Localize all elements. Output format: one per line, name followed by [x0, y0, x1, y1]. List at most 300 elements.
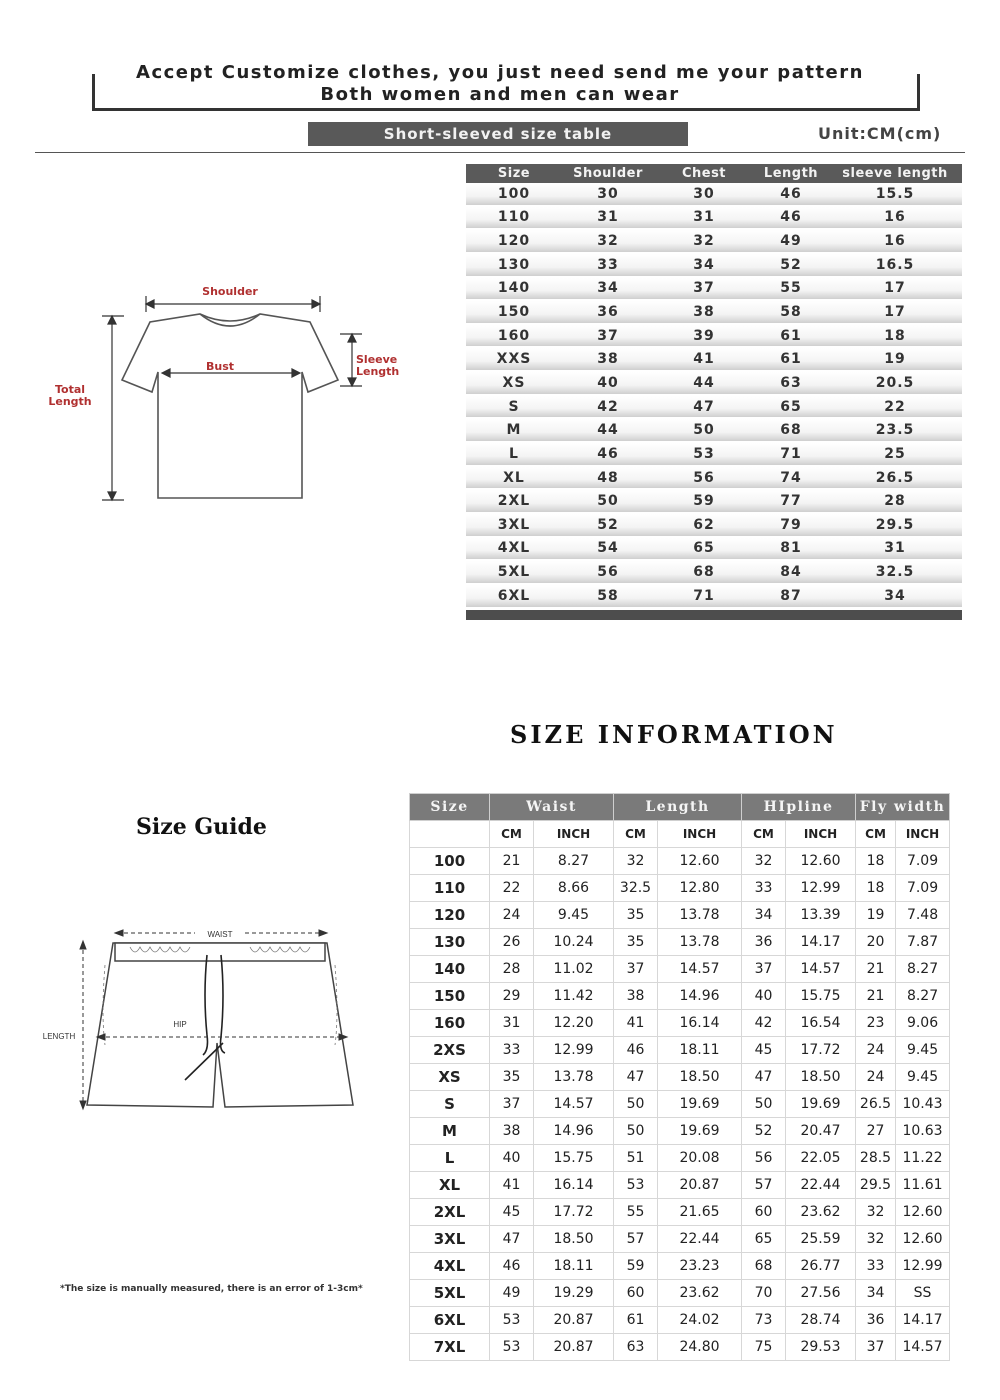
- size-cell: XS: [466, 372, 562, 396]
- value-cell: 61: [754, 348, 828, 372]
- value-cell: 10.63: [896, 1118, 950, 1145]
- value-cell: 41: [490, 1172, 534, 1199]
- size-cell: 2XL: [466, 490, 562, 514]
- length-diagram-label: LENGTH: [42, 1032, 76, 1041]
- size-cell: L: [466, 443, 562, 467]
- value-cell: 17.72: [786, 1037, 856, 1064]
- value-cell: 60: [742, 1199, 786, 1226]
- value-cell: 35: [614, 902, 658, 929]
- value-cell: 27.56: [786, 1280, 856, 1307]
- shirt-table-row: [466, 419, 962, 443]
- value-cell: 53: [490, 1334, 534, 1361]
- value-cell: 18.50: [658, 1064, 742, 1091]
- shorts-table-row: [410, 983, 950, 1010]
- value-cell: 59: [614, 1253, 658, 1280]
- value-cell: 57: [742, 1172, 786, 1199]
- shirt-table-row: [466, 183, 962, 207]
- value-cell: 28.5: [856, 1145, 896, 1172]
- value-cell: 22.05: [786, 1145, 856, 1172]
- value-cell: 8.27: [896, 956, 950, 983]
- value-cell: 10.24: [534, 929, 614, 956]
- value-cell: 24: [856, 1037, 896, 1064]
- value-cell: 12.60: [896, 1199, 950, 1226]
- shorts-header-fly-width: Fly width: [856, 794, 950, 821]
- value-cell: 25: [828, 443, 962, 467]
- value-cell: 26: [490, 929, 534, 956]
- value-cell: 20.5: [828, 372, 962, 396]
- value-cell: 17: [828, 301, 962, 325]
- value-cell: 18.50: [534, 1226, 614, 1253]
- value-cell: 11.42: [534, 983, 614, 1010]
- size-cell: 5XL: [410, 1280, 490, 1307]
- value-cell: 48: [562, 467, 654, 491]
- value-cell: 77: [754, 490, 828, 514]
- value-cell: 13.39: [786, 902, 856, 929]
- value-cell: 31: [562, 207, 654, 231]
- value-cell: 18.11: [534, 1253, 614, 1280]
- unit-fly-inch: INCH: [896, 821, 950, 848]
- value-cell: 52: [562, 514, 654, 538]
- value-cell: 47: [742, 1064, 786, 1091]
- unit-label: Unit:CM(cm): [818, 124, 942, 143]
- shoulder-label: Shoulder: [202, 285, 258, 298]
- shorts-diagram: [35, 925, 375, 1140]
- value-cell: 40: [562, 372, 654, 396]
- shirt-table-row: [466, 443, 962, 467]
- value-cell: 55: [754, 278, 828, 302]
- value-cell: 57: [614, 1226, 658, 1253]
- value-cell: 54: [562, 538, 654, 562]
- shorts-table-row: [410, 902, 950, 929]
- hip-diagram-label: HIP: [173, 1020, 187, 1029]
- unit-waist-cm: CM: [490, 821, 534, 848]
- value-cell: 65: [742, 1226, 786, 1253]
- shirt-table-footer: [466, 610, 962, 620]
- value-cell: 18: [856, 848, 896, 875]
- value-cell: 22.44: [786, 1172, 856, 1199]
- value-cell: 24: [856, 1064, 896, 1091]
- value-cell: 40: [742, 983, 786, 1010]
- total-label-line2: Length: [48, 395, 92, 408]
- value-cell: 9.45: [896, 1064, 950, 1091]
- value-cell: 7.09: [896, 875, 950, 902]
- shirt-table-row: [466, 372, 962, 396]
- value-cell: 65: [654, 538, 754, 562]
- value-cell: 61: [614, 1307, 658, 1334]
- sleeve-label-line2: Length: [356, 365, 400, 378]
- shorts-header-hipline: HIpline: [742, 794, 856, 821]
- banner-line-2: Both women and men can wear: [320, 84, 680, 105]
- value-cell: 37: [654, 278, 754, 302]
- value-cell: 34: [742, 902, 786, 929]
- shorts-table-row: [410, 1307, 950, 1334]
- value-cell: 26.5: [828, 467, 962, 491]
- value-cell: 26.77: [786, 1253, 856, 1280]
- value-cell: 23.5: [828, 419, 962, 443]
- value-cell: 42: [742, 1010, 786, 1037]
- value-cell: 30: [654, 183, 754, 207]
- value-cell: 16.14: [658, 1010, 742, 1037]
- value-cell: 18.50: [786, 1064, 856, 1091]
- value-cell: 32: [856, 1226, 896, 1253]
- value-cell: 36: [562, 301, 654, 325]
- value-cell: 21: [490, 848, 534, 875]
- shorts-group-header-row: [410, 794, 950, 821]
- unit-length-cm: CM: [614, 821, 658, 848]
- size-cell: 4XL: [410, 1253, 490, 1280]
- value-cell: 74: [754, 467, 828, 491]
- value-cell: 61: [754, 325, 828, 349]
- value-cell: 14.57: [658, 956, 742, 983]
- value-cell: 34: [828, 585, 962, 609]
- value-cell: 16.5: [828, 254, 962, 278]
- shorts-table-row: [410, 1334, 950, 1361]
- value-cell: 34: [654, 254, 754, 278]
- shirt-table-row: [466, 490, 962, 514]
- value-cell: 81: [754, 538, 828, 562]
- shorts-table-row: [410, 1118, 950, 1145]
- value-cell: 47: [490, 1226, 534, 1253]
- size-cell: S: [410, 1091, 490, 1118]
- value-cell: 20.87: [534, 1307, 614, 1334]
- size-cell: 7XL: [410, 1334, 490, 1361]
- value-cell: 79: [754, 514, 828, 538]
- shirt-header-size: Size: [466, 164, 562, 183]
- value-cell: 31: [828, 538, 962, 562]
- value-cell: 7.09: [896, 848, 950, 875]
- value-cell: 33: [856, 1253, 896, 1280]
- size-cell: 120: [466, 230, 562, 254]
- value-cell: 29: [490, 983, 534, 1010]
- shirt-header-sleeve-length: sleeve length: [828, 164, 962, 183]
- value-cell: 15.75: [534, 1145, 614, 1172]
- value-cell: 14.96: [658, 983, 742, 1010]
- value-cell: 20: [856, 929, 896, 956]
- value-cell: 53: [614, 1172, 658, 1199]
- value-cell: 28: [490, 956, 534, 983]
- value-cell: 50: [614, 1118, 658, 1145]
- value-cell: 12.20: [534, 1010, 614, 1037]
- value-cell: 53: [490, 1307, 534, 1334]
- size-cell: 100: [466, 183, 562, 207]
- value-cell: 70: [742, 1280, 786, 1307]
- value-cell: 37: [856, 1334, 896, 1361]
- value-cell: 8.27: [896, 983, 950, 1010]
- value-cell: 68: [742, 1253, 786, 1280]
- shorts-table-row: [410, 956, 950, 983]
- value-cell: 14.57: [896, 1334, 950, 1361]
- value-cell: 19.69: [658, 1118, 742, 1145]
- shirt-header-chest: Chest: [654, 164, 754, 183]
- size-cell: S: [466, 396, 562, 420]
- value-cell: 50: [654, 419, 754, 443]
- value-cell: 46: [562, 443, 654, 467]
- value-cell: 33: [742, 875, 786, 902]
- size-cell: 120: [410, 902, 490, 929]
- value-cell: 9.06: [896, 1010, 950, 1037]
- value-cell: 71: [754, 443, 828, 467]
- value-cell: 50: [614, 1091, 658, 1118]
- size-cell: 100: [410, 848, 490, 875]
- value-cell: 21.65: [658, 1199, 742, 1226]
- value-cell: 32: [614, 848, 658, 875]
- value-cell: 16.54: [786, 1010, 856, 1037]
- size-cell: M: [410, 1118, 490, 1145]
- value-cell: 47: [614, 1064, 658, 1091]
- value-cell: 12.99: [786, 875, 856, 902]
- value-cell: 35: [614, 929, 658, 956]
- value-cell: 12.60: [896, 1226, 950, 1253]
- value-cell: 45: [490, 1199, 534, 1226]
- shirt-table-row: [466, 514, 962, 538]
- value-cell: 37: [742, 956, 786, 983]
- shorts-header-waist: Waist: [490, 794, 614, 821]
- value-cell: 34: [856, 1280, 896, 1307]
- value-cell: 38: [562, 348, 654, 372]
- value-cell: 62: [654, 514, 754, 538]
- value-cell: 65: [754, 396, 828, 420]
- value-cell: 23: [856, 1010, 896, 1037]
- size-cell: XS: [410, 1064, 490, 1091]
- size-cell: 160: [466, 325, 562, 349]
- value-cell: 68: [654, 561, 754, 585]
- size-cell: 4XL: [466, 538, 562, 562]
- value-cell: 14.96: [534, 1118, 614, 1145]
- value-cell: 11.61: [896, 1172, 950, 1199]
- size-cell: 5XL: [466, 561, 562, 585]
- value-cell: 18.11: [658, 1037, 742, 1064]
- value-cell: 34: [562, 278, 654, 302]
- value-cell: SS: [896, 1280, 950, 1307]
- value-cell: 47: [654, 396, 754, 420]
- value-cell: 36: [856, 1307, 896, 1334]
- value-cell: 26.5: [856, 1091, 896, 1118]
- value-cell: 23.62: [658, 1280, 742, 1307]
- shirt-header-length: Length: [754, 164, 828, 183]
- value-cell: 21: [856, 956, 896, 983]
- value-cell: 45: [742, 1037, 786, 1064]
- size-cell: L: [410, 1145, 490, 1172]
- size-information-title: SIZE INFORMATION: [510, 720, 838, 749]
- value-cell: 44: [654, 372, 754, 396]
- shorts-header-size: Size: [410, 794, 490, 821]
- value-cell: 31: [654, 207, 754, 231]
- value-cell: 42: [562, 396, 654, 420]
- value-cell: 49: [754, 230, 828, 254]
- value-cell: 19.69: [658, 1091, 742, 1118]
- shirt-header-shoulder: Shoulder: [562, 164, 654, 183]
- value-cell: 41: [654, 348, 754, 372]
- value-cell: 37: [562, 325, 654, 349]
- sleeve-label-line1: Sleeve: [356, 353, 398, 366]
- value-cell: 19.69: [786, 1091, 856, 1118]
- value-cell: 37: [614, 956, 658, 983]
- shirt-table-row: [466, 254, 962, 278]
- unit-fly-cm: CM: [856, 821, 896, 848]
- value-cell: 36: [742, 929, 786, 956]
- size-cell: 2XL: [410, 1199, 490, 1226]
- shirt-table-row: [466, 561, 962, 585]
- value-cell: 40: [490, 1145, 534, 1172]
- value-cell: 63: [754, 372, 828, 396]
- value-cell: 59: [654, 490, 754, 514]
- value-cell: 87: [754, 585, 828, 609]
- value-cell: 55: [614, 1199, 658, 1226]
- value-cell: 35: [490, 1064, 534, 1091]
- value-cell: 17.72: [534, 1199, 614, 1226]
- value-cell: 60: [614, 1280, 658, 1307]
- value-cell: 22: [490, 875, 534, 902]
- value-cell: 14.57: [534, 1091, 614, 1118]
- shirt-table-row: [466, 467, 962, 491]
- shorts-table-row: [410, 1145, 950, 1172]
- shirt-table-row: [466, 325, 962, 349]
- value-cell: 21: [856, 983, 896, 1010]
- size-cell: 3XL: [410, 1226, 490, 1253]
- value-cell: 19: [856, 902, 896, 929]
- value-cell: 23.62: [786, 1199, 856, 1226]
- value-cell: 32.5: [614, 875, 658, 902]
- shorts-table-row: [410, 1253, 950, 1280]
- size-cell: 6XL: [466, 585, 562, 609]
- value-cell: 24.80: [658, 1334, 742, 1361]
- shirt-table-row: [466, 348, 962, 372]
- value-cell: 32: [654, 230, 754, 254]
- size-cell: 160: [410, 1010, 490, 1037]
- value-cell: 13.78: [534, 1064, 614, 1091]
- value-cell: 38: [490, 1118, 534, 1145]
- value-cell: 63: [614, 1334, 658, 1361]
- value-cell: 75: [742, 1334, 786, 1361]
- value-cell: 23.23: [658, 1253, 742, 1280]
- unit-length-inch: INCH: [658, 821, 742, 848]
- value-cell: 24.02: [658, 1307, 742, 1334]
- value-cell: 7.48: [896, 902, 950, 929]
- value-cell: 14.17: [786, 929, 856, 956]
- shorts-size-table: [409, 793, 950, 1361]
- shorts-table-row: [410, 1199, 950, 1226]
- value-cell: 68: [754, 419, 828, 443]
- waist-diagram-label: WAIST: [207, 930, 233, 939]
- size-cell: 130: [466, 254, 562, 278]
- value-cell: 20.47: [786, 1118, 856, 1145]
- value-cell: 32: [856, 1199, 896, 1226]
- value-cell: 27: [856, 1118, 896, 1145]
- value-cell: 33: [490, 1037, 534, 1064]
- shirt-table-row: [466, 278, 962, 302]
- shorts-table-row: [410, 848, 950, 875]
- value-cell: 20.87: [534, 1334, 614, 1361]
- value-cell: 44: [562, 419, 654, 443]
- shorts-table-row: [410, 1226, 950, 1253]
- value-cell: 50: [742, 1091, 786, 1118]
- value-cell: 58: [754, 301, 828, 325]
- value-cell: 17: [828, 278, 962, 302]
- shirt-table-row: [466, 230, 962, 254]
- shorts-unit-blank: [410, 821, 490, 848]
- value-cell: 25.59: [786, 1226, 856, 1253]
- shirt-table-row: [466, 396, 962, 420]
- value-cell: 52: [754, 254, 828, 278]
- value-cell: 15.75: [786, 983, 856, 1010]
- shirt-table-row: [466, 585, 962, 609]
- value-cell: 53: [654, 443, 754, 467]
- value-cell: 13.78: [658, 929, 742, 956]
- shorts-table-row: [410, 1037, 950, 1064]
- value-cell: 12.99: [534, 1037, 614, 1064]
- shorts-table-row: [410, 875, 950, 902]
- value-cell: 8.27: [534, 848, 614, 875]
- value-cell: 56: [562, 561, 654, 585]
- shorts-table-row: [410, 1064, 950, 1091]
- value-cell: 73: [742, 1307, 786, 1334]
- size-cell: 110: [410, 875, 490, 902]
- value-cell: 11.22: [896, 1145, 950, 1172]
- value-cell: 37: [490, 1091, 534, 1118]
- value-cell: 39: [654, 325, 754, 349]
- value-cell: 22: [828, 396, 962, 420]
- value-cell: 9.45: [896, 1037, 950, 1064]
- value-cell: 13.78: [658, 902, 742, 929]
- measurement-note: *The size is manually measured, there is an error of 1-3cm*: [60, 1284, 363, 1294]
- divider: [35, 152, 965, 153]
- value-cell: 28: [828, 490, 962, 514]
- value-cell: 46: [754, 183, 828, 207]
- value-cell: 46: [614, 1037, 658, 1064]
- value-cell: 14.57: [786, 956, 856, 983]
- value-cell: 29.5: [856, 1172, 896, 1199]
- size-guide-title: Size Guide: [136, 814, 267, 840]
- value-cell: 46: [754, 207, 828, 231]
- value-cell: 58: [562, 585, 654, 609]
- value-cell: 18: [856, 875, 896, 902]
- value-cell: 12.60: [658, 848, 742, 875]
- size-cell: 130: [410, 929, 490, 956]
- value-cell: 7.87: [896, 929, 950, 956]
- value-cell: 19.29: [534, 1280, 614, 1307]
- size-cell: 3XL: [466, 514, 562, 538]
- shirt-table-row: [466, 538, 962, 562]
- shorts-table-row: [410, 1010, 950, 1037]
- value-cell: 14.17: [896, 1307, 950, 1334]
- size-cell: 140: [466, 278, 562, 302]
- shirt-table-label: Short-sleeved size table: [308, 122, 688, 146]
- shirt-table-row: [466, 207, 962, 231]
- value-cell: 56: [742, 1145, 786, 1172]
- size-cell: 150: [466, 301, 562, 325]
- value-cell: 15.5: [828, 183, 962, 207]
- unit-waist-inch: INCH: [534, 821, 614, 848]
- size-cell: M: [466, 419, 562, 443]
- shorts-table-row: [410, 1280, 950, 1307]
- shirt-table-header-row: [466, 164, 962, 183]
- value-cell: 33: [562, 254, 654, 278]
- value-cell: 32: [742, 848, 786, 875]
- value-cell: 56: [654, 467, 754, 491]
- shorts-table-row: [410, 929, 950, 956]
- size-cell: 150: [410, 983, 490, 1010]
- sleeve-length-label: [356, 354, 406, 378]
- value-cell: 10.43: [896, 1091, 950, 1118]
- value-cell: 50: [562, 490, 654, 514]
- unit-hipline-cm: CM: [742, 821, 786, 848]
- size-cell: 110: [466, 207, 562, 231]
- value-cell: 52: [742, 1118, 786, 1145]
- total-label-line1: Total: [54, 383, 86, 396]
- banner-line-1: Accept Customize clothes, you just need send me your pattern: [136, 62, 864, 83]
- value-cell: 12.80: [658, 875, 742, 902]
- value-cell: 32.5: [828, 561, 962, 585]
